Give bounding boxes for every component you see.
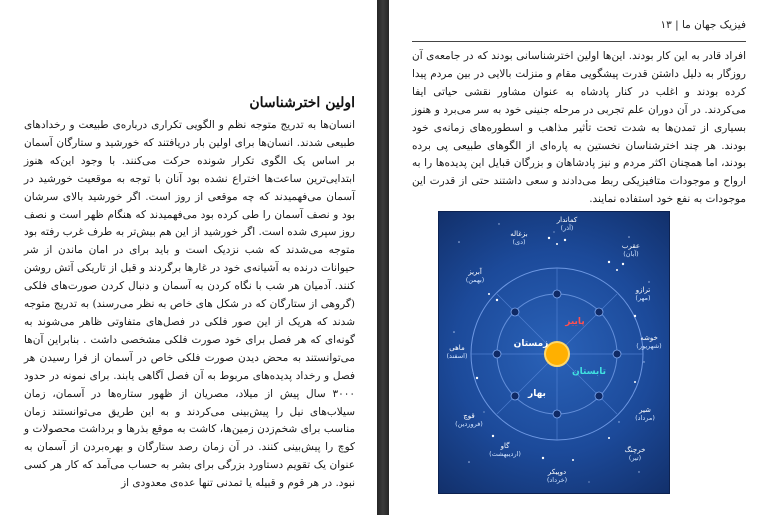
svg-text:بزغاله: بزغاله bbox=[510, 230, 528, 238]
constellation-taurus bbox=[489, 441, 521, 458]
constellation-scorpio bbox=[622, 242, 640, 258]
zodiac-diagram bbox=[439, 212, 669, 493]
svg-text:(شهریور): (شهریور) bbox=[636, 342, 662, 350]
svg-text:خرچنگ: خرچنگ bbox=[624, 446, 646, 454]
svg-text:آبریز: آبریز bbox=[468, 268, 482, 276]
book-gutter bbox=[377, 0, 389, 515]
svg-text:شیر: شیر bbox=[639, 406, 651, 414]
constellation-libra bbox=[635, 286, 651, 302]
svg-text:عقرب: عقرب bbox=[621, 242, 641, 250]
constellation-pisces bbox=[447, 344, 468, 360]
constellation-virgo bbox=[636, 334, 661, 350]
constellation-sagittarius bbox=[556, 216, 578, 232]
left-body-text: انسان‌ها به تدریج متوجه نظم و الگویی تکراری درباره‌ی طبیعت و رخدادهای طبیعی شدند. انسان‌ها برای اولین بار دریافتند که خورشید و ستارگان آسمان بر اساس یک الگوی تکرار شونده حرکت می‌کنند. با وجود این‌که هنوز ابتدایی‌ترین ساعت‌ها اختراع نشده بود آنان با توجه به موقعیت خورشید در آسمان می‌فهمیدند که چه موقعی از روز است. اگر خورشید بالای سرشان بود و نصف آسمان را طی کرده بود می‌فهمیدند که هنگام ظهر است و نصف روز سپری شده است. اگر خورشید از این هم بیش‌تر به طرف غرب رفته بود متوجه می‌شدند که شب نزدیک است و باید برای در امان ماندن از شر حیوانات درنده به آشیانه‌ی خود در غارها برگردند و قبل از تاریکی آتش روشن کنند. آدمیان هر شب با نگاه کردن به آسمان و دنبال کردن صورت‌های فلکی (گروهی از ستارگان که در شکل های خاص به نظر می‌رسند) به تدریج متوجه شدند که هریک از این صور فلکی در فصل‌های متفاوتی ظاهر می‌شوند به گونه‌ای که هر فصل برای خود صورت فلکی مشخصی داشت . بنابراین آن‌ها می‌توانستند به محض دیدن صورت فلکی خاص در آسمان از فرا رسیدن هر فصل و رخداد پدیده‌های مربوط به آن فصل آگاهی یابند. برای نمونه در حدود ۳۰۰۰ سال پیش از میلاد، مصریان از ظهور ستاره‌ها در آسمان، زمان سیلاب‌های نیل را پیش‌بینی می‌کردند و به این طریق می‌توانستند زمان مناسب برای شخم‌زدن زمین‌ها، کاشت به موقع بذرها و برداشت محصولات و کوچ را پیش‌بینی کنند. در آن زمان رصد ستارگان و بهره‌بردن از آسمان به عنوان یک تقویم دستاورد بزرگی برای بشر به حساب می‌آمد که کار هر کسی نبود. در هر قوم و قبیله یا تمدنی تنها عده‌ی معدودی از bbox=[24, 119, 355, 490]
right-body-text: افراد قادر به این کار بودند. این‌ها اولین اخترشناسانی بودند که در جامعه‌ی آن روزگار به دلیل داشتن قدرت پیشگویی مقام و منزلت بالایی در بین مردم پیدا کرده بودند و اغلب در کنار پادشاه به عنوان مشاور نقشی حیاتی ایفا می‌کردند. در آن دوران علم تجربی در مرحله جنینی خود به سر می‌برد و هنوز بسیاری از تمدن‌ها به شدت تحت تأثیر مذاهب و اسطوره‌های زمانه‌ی خود بودند. هر چند اخترشناسان نخستین به پاره‌ای از الگوهای طبیعی پی برده بودند، اما همچنان اکثر مردم و نیز پادشاهان و بزرگان قبایل این پدیده‌ها را به ارواح و موجودات متافیزیکی ربط می‌دادند و سعی داشتند حتی از قدرت این موجودات به نفع خود استفاده نمایند. bbox=[412, 50, 746, 206]
constellation-leo bbox=[635, 406, 655, 422]
running-head-text: فیزیک جهان ما | ۱۳ bbox=[660, 18, 746, 31]
season-autumn: پاییز bbox=[565, 317, 585, 327]
svg-text:(بهمن): (بهمن) bbox=[465, 276, 485, 284]
constellation-aries bbox=[455, 412, 483, 428]
svg-text:(فروردین): (فروردین) bbox=[455, 420, 483, 428]
season-winter: زمستان bbox=[513, 339, 549, 349]
svg-text:(دی): (دی) bbox=[512, 238, 526, 246]
svg-text:(آذر): (آذر) bbox=[560, 224, 574, 232]
svg-text:(خرداد): (خرداد) bbox=[546, 476, 568, 484]
running-head bbox=[412, 12, 746, 42]
zodiac-figure bbox=[438, 211, 670, 494]
svg-text:کماندار: کماندار bbox=[556, 216, 578, 224]
svg-text:خوشه: خوشه bbox=[640, 334, 658, 342]
left-page bbox=[0, 0, 377, 515]
svg-text:دوپیکر: دوپیکر bbox=[547, 468, 567, 476]
season-summer: تابستان bbox=[571, 367, 607, 377]
svg-text:(اسفند): (اسفند) bbox=[446, 352, 468, 360]
svg-text:گاو: گاو bbox=[500, 442, 510, 450]
svg-text:ماهی: ماهی bbox=[449, 344, 465, 352]
svg-text:قوچ: قوچ bbox=[463, 412, 475, 420]
right-page bbox=[389, 0, 768, 515]
svg-text:(آبان): (آبان) bbox=[623, 250, 639, 258]
svg-text:ترازو: ترازو bbox=[635, 286, 651, 294]
constellation-capricorn bbox=[510, 230, 528, 246]
constellation-gemini bbox=[547, 468, 567, 484]
svg-text:(مرداد): (مرداد) bbox=[635, 414, 655, 422]
constellation-aquarius bbox=[466, 267, 485, 284]
sun-icon bbox=[545, 342, 569, 366]
svg-text:(مهر): (مهر) bbox=[635, 294, 651, 302]
svg-text:(اردیبهشت): (اردیبهشت) bbox=[489, 450, 521, 458]
section-heading: اولین اخترشناسان bbox=[249, 95, 355, 111]
constellation-cancer bbox=[625, 445, 646, 462]
season-spring: بهار bbox=[528, 389, 546, 399]
svg-text:(تیر): (تیر) bbox=[628, 454, 642, 462]
